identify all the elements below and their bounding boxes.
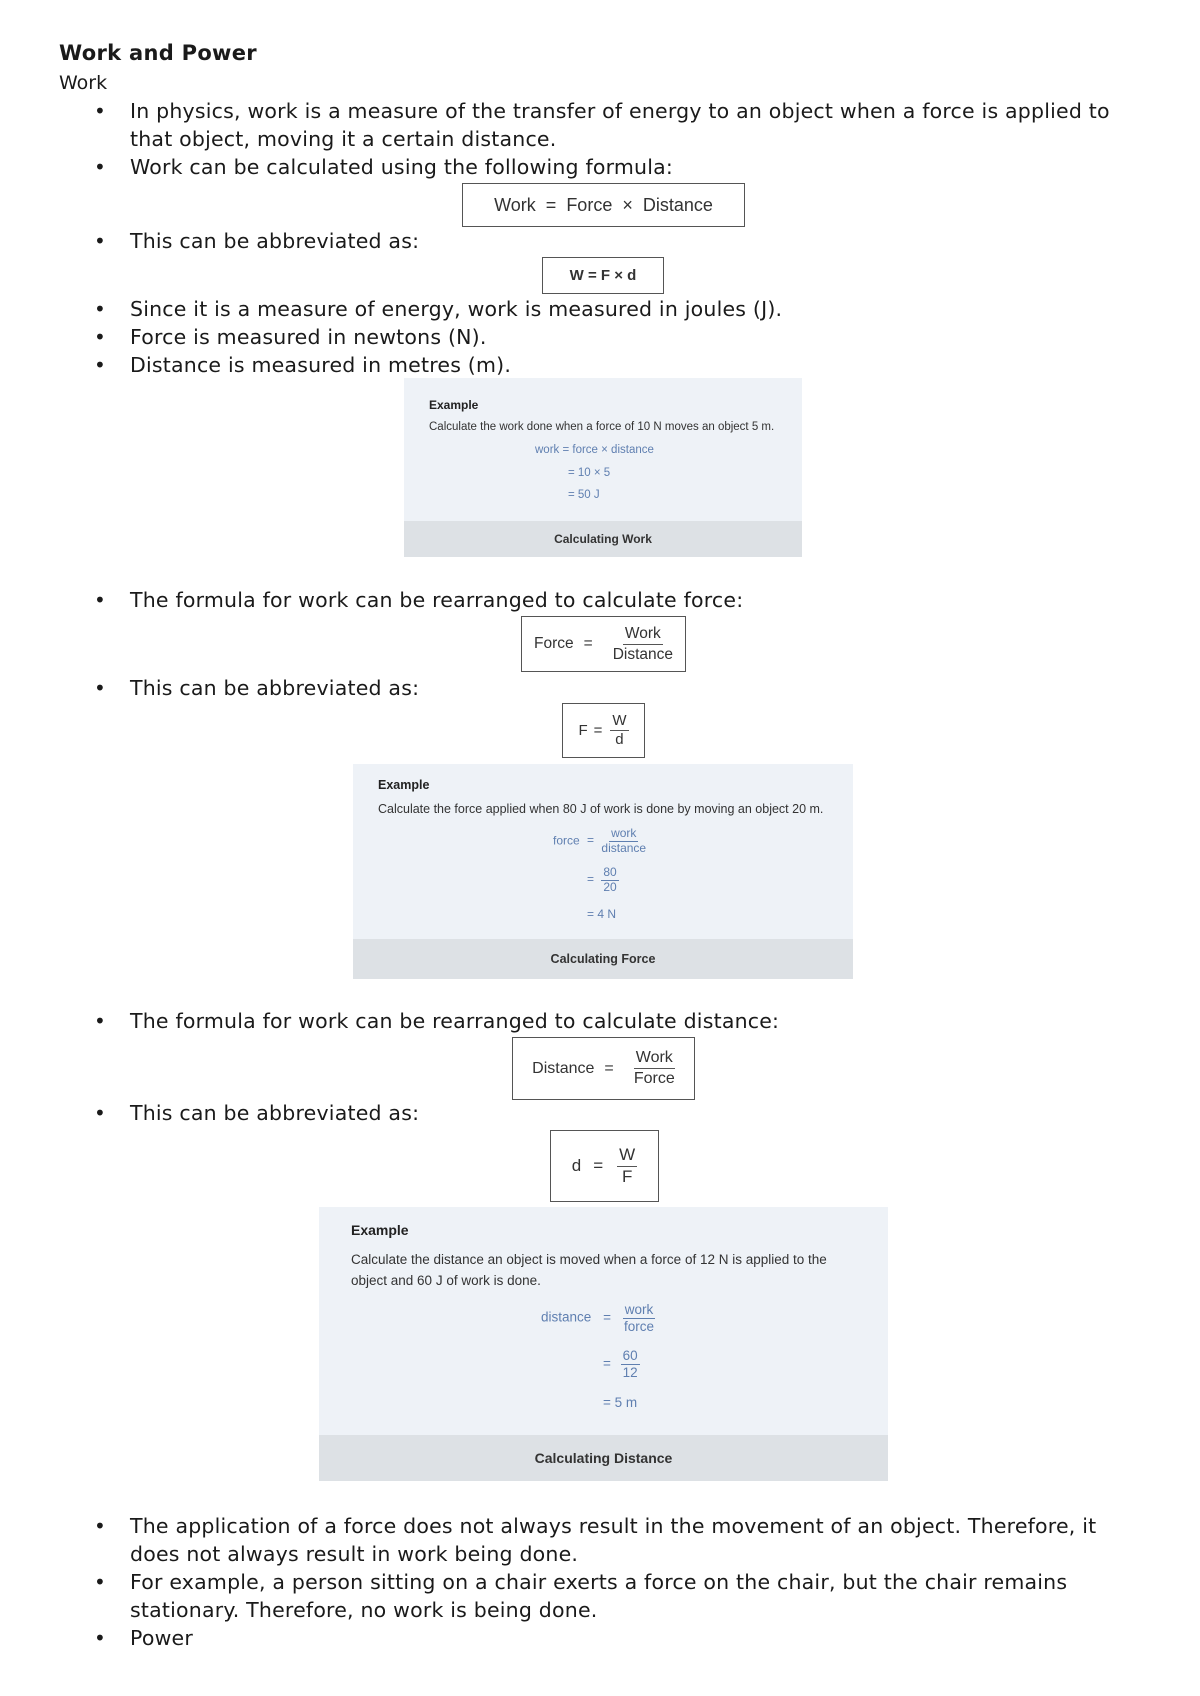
calc-line [553,827,646,856]
fraction-denominator: Distance [612,645,673,663]
page-title: Work and Power [59,41,257,65]
fraction-numerator: Work [634,1049,675,1069]
formula-operator: = [593,722,603,739]
example-heading: Example [378,778,430,792]
calc-fraction [623,1302,656,1334]
example-caption: Calculating Work [404,521,802,557]
bullet-item: • This can be abbreviated as: [130,227,1150,255]
formula-fraction [610,713,628,749]
example-force [353,764,853,979]
formula-operator: = [545,194,557,215]
fraction-denominator: 20 [603,879,617,894]
formula-term: F [578,722,588,739]
bullet-item: • In physics, work is a measure of the transfer of energy to an object when a force is applied to that object, moving it a certain distance. [130,97,1150,153]
calc-line: = 10 × 5 [568,467,611,479]
fraction-denominator: d [615,731,624,748]
fraction-denominator: distance [601,840,647,855]
section-heading: Work [59,72,108,94]
fraction-denominator: 12 [622,1364,638,1380]
calc-lhs: force [553,833,580,848]
example-heading: Example [429,398,479,412]
formula-operator: × [622,194,633,215]
calc-line [603,1348,640,1380]
formula-term: Force [534,635,574,652]
bullet-item: • Distance is measured in metres (m). [130,351,1150,379]
calc-line [587,866,619,895]
bullet-item: • This can be abbreviated as: [130,1099,1150,1127]
calc-lhs: distance [541,1309,592,1325]
bullet-item: • The application of a force does not always result in the movement of an object. Therefore, it does not always result in work being done. [130,1512,1150,1568]
bullet-item: • Since it is a measure of energy, work is measured in joules (J). [130,295,1150,323]
calc-line: = 50 J [568,489,600,501]
bullet-item: • This can be abbreviated as: [130,674,1150,702]
calc-operator: = [603,1309,611,1325]
calc-line [541,1302,655,1334]
fraction-numerator: W [610,713,628,732]
fraction-numerator: Work [623,625,663,644]
formula-operator: = [583,635,593,652]
example-caption: Calculating Force [353,939,853,979]
bullet-item: • The formula for work can be rearranged to calculate distance: [130,1007,1150,1035]
formula-operator: = [593,1156,604,1175]
bullet-item: • The formula for work can be rearranged to calculate force: [130,586,1150,614]
bullet-item: • Power [130,1624,1150,1652]
example-distance [319,1207,888,1481]
formula-fraction [617,1146,637,1186]
formula-distance-abbr [550,1130,659,1202]
formula-force-full [521,616,686,672]
example-heading: Example [351,1222,409,1238]
formula-term: d [571,1156,582,1175]
calc-fraction [601,827,646,856]
example-caption: Calculating Distance [319,1435,888,1481]
formula-force-abbr [562,703,645,758]
formula-term: Distance [532,1059,595,1077]
formula-operator: = [604,1059,614,1077]
example-question: Calculate the force applied when 80 J of work is done by moving an object 20 m. [378,802,824,816]
bullet-item: • For example, a person sitting on a chair exerts a force on the chair, but the chair remains stationary. Therefore, no work is being done. [130,1568,1150,1624]
bullet-item: • Work can be calculated using the following formula: [130,153,1150,181]
fraction-numerator: 60 [622,1348,638,1363]
calc-operator: = [603,1355,611,1371]
calc-line: = 4 N [587,907,617,921]
formula-fraction [613,625,673,662]
formula-term: Work [494,194,536,215]
calc-fraction [601,866,618,895]
formula-distance-full [512,1037,695,1100]
calc-fraction [621,1348,640,1380]
example-work [404,378,802,557]
fraction-denominator: Force [633,1070,675,1087]
formula-term: Force [566,194,613,215]
fraction-numerator: work [611,826,637,840]
formula-work-abbr [542,257,664,294]
fraction-denominator: F [622,1166,633,1186]
formula-text: W = F × d [569,267,637,284]
formula-work-full [462,183,745,227]
formula-term: Distance [642,194,713,215]
example-question: Calculate the work done when a force of 10 N moves an object 5 m. [429,421,775,433]
bullet-item: • Force is measured in newtons (N). [130,323,1150,351]
calc-line: work = force × distance [535,444,654,456]
calc-line: = 5 m [603,1395,638,1410]
formula-fraction [634,1049,675,1087]
fraction-numerator: work [624,1302,654,1317]
fraction-numerator: 80 [603,865,617,879]
fraction-numerator: W [617,1146,637,1167]
calc-operator: = [587,872,595,887]
example-question: Calculate the distance an object is moved when a force of 12 N is applied to the object and 60 J of work is done. [351,1252,827,1288]
calc-operator: = [587,833,595,848]
fraction-denominator: force [623,1318,654,1334]
